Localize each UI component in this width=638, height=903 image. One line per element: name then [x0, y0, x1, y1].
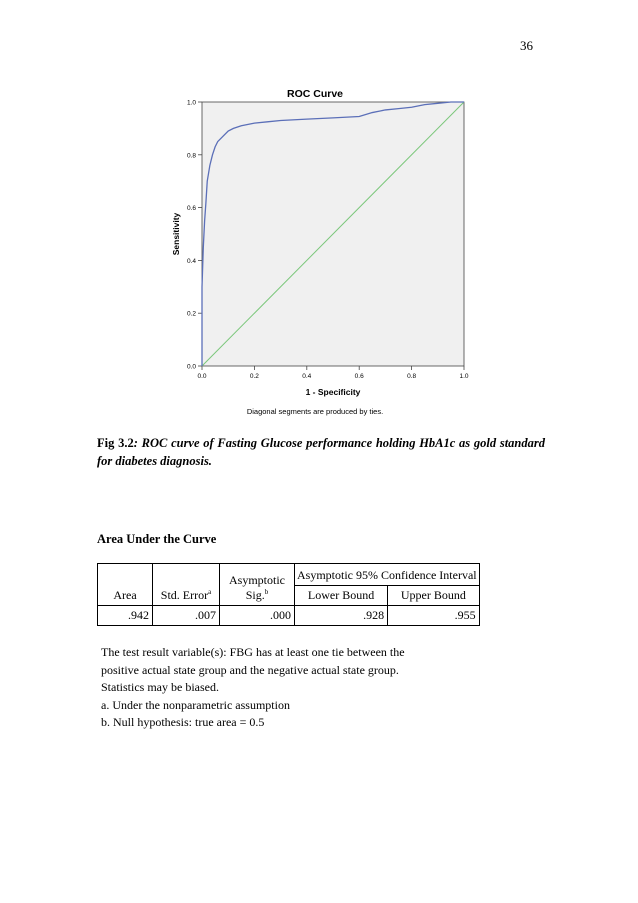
asymptotic-sig-footnote-mark: b: [264, 588, 269, 596]
table-note-b: b. Null hypothesis: true area = 0.5: [101, 715, 265, 729]
auc-table: [97, 563, 480, 626]
x-tick-label: 0.2: [249, 373, 259, 380]
chart-footnote: Diagonal segments are produced by ties.: [246, 407, 384, 416]
page-number: 36: [520, 38, 533, 53]
x-tick-label: 1.0: [459, 373, 469, 380]
area-header: Area: [98, 564, 153, 606]
y-tick-label: 0.0: [186, 363, 196, 371]
y-tick-label: 0.6: [186, 205, 196, 213]
y-axis-label: Sensitivity: [171, 212, 181, 256]
confidence-interval-header: Asymptotic 95% Confidence Interval: [295, 564, 480, 586]
table-note-test-variable: The test result variable(s): FBG has at least one tie between the positive actual state group and the negative actual state group. Statistics may be biased.: [101, 645, 405, 694]
std-error-label: Std. Error: [160, 588, 209, 602]
y-tick-label: 0.4: [186, 257, 196, 265]
y-tick-label: 0.8: [186, 152, 196, 160]
table-notes: [101, 644, 441, 732]
lower-bound-header: Lower Bound: [295, 586, 388, 606]
chart-title: ROC Curve: [286, 88, 344, 100]
upper-bound-value: .955: [388, 606, 479, 626]
area-value: .942: [98, 606, 153, 626]
upper-bound-header: Upper Bound: [388, 586, 479, 606]
sig-value: .000: [220, 606, 295, 626]
x-tick-label: 0.0: [197, 373, 207, 380]
std-error-header: [153, 564, 220, 606]
table-title: Area Under the Curve: [97, 532, 217, 546]
roc-chart-svg: [160, 80, 480, 420]
figure-caption-text: : ROC curve of Fasting Glucose performance holding HbA1c as gold standard for diabetes diagnosis.: [97, 436, 546, 468]
roc-chart: [160, 80, 480, 420]
asymptotic-sig-line1: Asymptotic: [229, 573, 285, 587]
table-row: [98, 606, 480, 626]
y-tick-label: 1.0: [186, 99, 196, 107]
figure-caption: [97, 434, 545, 470]
std-error-footnote-mark: a: [208, 588, 212, 596]
figure-caption-label: Fig 3.2: [97, 436, 134, 450]
std-error-value: .007: [153, 606, 220, 626]
table-note-a: a. Under the nonparametric assumption: [101, 697, 290, 712]
y-tick-label: 0.2: [186, 310, 196, 318]
x-tick-label: 0.6: [354, 373, 364, 380]
asymptotic-sig-header: [220, 564, 295, 606]
x-tick-label: 0.8: [407, 373, 417, 380]
x-tick-label: 0.4: [302, 373, 312, 380]
asymptotic-sig-line2: Sig.: [245, 588, 265, 602]
x-axis-label: 1 - Specificity: [305, 387, 361, 397]
lower-bound-value: .928: [295, 606, 388, 626]
